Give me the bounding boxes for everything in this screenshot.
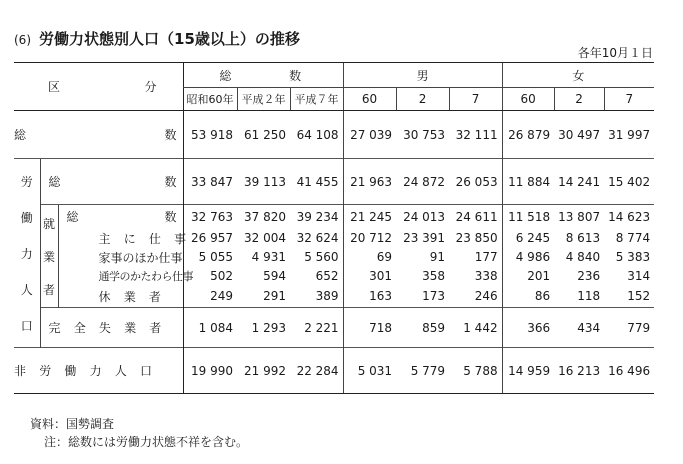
cell: 201: [502, 267, 554, 286]
section-number: (6): [14, 33, 31, 47]
table-row-school: [14, 267, 654, 286]
cell: 291: [263, 289, 287, 304]
cell: 6 245: [502, 229, 554, 248]
cell: 30 753: [403, 127, 446, 142]
cell: 5 055: [183, 248, 237, 267]
cell: 4 840: [565, 250, 601, 264]
cell: 24 872: [396, 159, 449, 205]
cell: 1 442: [449, 308, 502, 348]
year-header: 平成７年: [290, 88, 343, 111]
cell: 301: [343, 267, 396, 286]
cell: 779: [604, 308, 654, 348]
cell: 32 763: [183, 205, 237, 229]
page-title: [14, 28, 300, 49]
cell: 434: [554, 308, 604, 348]
cell: 26 879: [502, 111, 554, 159]
cell: 5 031: [343, 348, 396, 394]
cell: 366: [502, 308, 554, 348]
row-label-employed-total: 総 数: [58, 205, 183, 229]
cell: 163: [343, 286, 396, 308]
row-label-labor-force-total: 総 数: [40, 159, 183, 205]
cell: 118: [577, 289, 601, 304]
kubun-header: [14, 63, 183, 111]
labor-force-table: [14, 62, 654, 394]
title-text: 労働力状態別人口（15歳以上）の推移: [39, 30, 300, 48]
cell: 27 039: [343, 111, 396, 159]
cell: 8 613: [565, 231, 601, 245]
date-note: 各年10月１日: [577, 46, 653, 60]
table-row-unemployed: [14, 308, 654, 348]
group-header-female: 女: [502, 63, 654, 88]
cell: 5 788: [449, 348, 502, 394]
kubun-right: 分: [144, 80, 157, 94]
row-label-housework: 家事のほか仕事: [58, 248, 183, 267]
row-label-not-labor-force: 非労働力人口: [14, 348, 183, 394]
cell: 5 383: [615, 250, 651, 264]
cell: 21 245: [343, 205, 396, 229]
row-label-main-work: 主に仕事: [58, 229, 183, 248]
row-label-school: 通学のかたわら仕事: [58, 267, 183, 286]
cell: 246: [474, 289, 498, 304]
table-row-labor-force: [14, 159, 654, 205]
cell: 19 990: [183, 348, 237, 394]
kubun-left: 区: [48, 80, 61, 94]
group-header-male: 男: [343, 63, 502, 88]
cell: 24 013: [396, 205, 449, 229]
cell: 21 992: [237, 348, 290, 394]
cell: 22 284: [290, 348, 343, 394]
cell: 5 779: [396, 348, 449, 394]
cell: 5 560: [304, 250, 339, 264]
year-header: 7: [604, 88, 654, 111]
cell: 64 108: [296, 127, 339, 142]
cell: 32 004: [244, 231, 287, 245]
year-header: 昭和60年: [183, 88, 237, 111]
table-row-main-work: [14, 229, 654, 248]
cell: 14 959: [502, 348, 554, 394]
cell: 26 957: [183, 229, 237, 248]
cell: 61 250: [244, 127, 287, 142]
cell: 718: [343, 308, 396, 348]
cell: 11 884: [502, 159, 554, 205]
cell: 15 402: [604, 159, 654, 205]
year-header: 2: [554, 88, 604, 111]
cell: 26 053: [449, 159, 502, 205]
year-header: 60: [343, 88, 396, 111]
cell: 16 213: [554, 348, 604, 394]
labor-force-vertical-label: 労 働 力 人 口: [14, 159, 40, 348]
cell: 14 623: [604, 205, 654, 229]
cell: 23 391: [403, 231, 446, 245]
cell: 33 847: [183, 159, 237, 205]
cell: 31 997: [608, 127, 651, 142]
cell: 338: [474, 269, 498, 283]
table-row-absent: [14, 286, 654, 308]
group-header-total: 総 数: [183, 63, 343, 88]
cell: 86: [502, 286, 554, 308]
table-row-not-labor-force: [14, 348, 654, 394]
cell: 314: [627, 269, 651, 283]
year-header: 7: [449, 88, 502, 111]
cell: 249: [183, 286, 237, 308]
table-row-total: [14, 111, 654, 159]
cell: 502: [183, 267, 237, 286]
cell: 37 820: [237, 205, 290, 229]
cell: 8 774: [615, 231, 651, 245]
cell: 24 611: [449, 205, 502, 229]
table-row-housework: [14, 248, 654, 267]
footnote-note: 注：総数には労働力状態不祥を含む。: [44, 435, 249, 449]
cell: 173: [422, 289, 446, 304]
year-header: 2: [396, 88, 449, 111]
cell: 41 455: [290, 159, 343, 205]
cell: 1 293: [237, 308, 290, 348]
cell: 177: [474, 250, 498, 264]
year-header: 60: [502, 88, 554, 111]
cell: 594: [263, 269, 287, 283]
row-label-absent: 休業者: [58, 286, 183, 308]
row-label-total: 総 数: [14, 128, 177, 142]
cell: 11 518: [502, 205, 554, 229]
year-header: 平成２年: [237, 88, 290, 111]
cell: 4 931: [251, 250, 287, 264]
cell: 1 084: [183, 308, 237, 348]
cell: 4 986: [502, 248, 554, 267]
employed-vertical-label: 就 業 者: [40, 205, 58, 308]
cell: 389: [315, 289, 339, 304]
cell: 13 807: [554, 205, 604, 229]
cell: 39 234: [290, 205, 343, 229]
cell: 91: [429, 250, 446, 264]
cell: 39 113: [237, 159, 290, 205]
cell: 358: [422, 269, 446, 283]
cell: 652: [315, 269, 339, 283]
cell: 23 850: [455, 231, 498, 245]
cell: 32 624: [296, 231, 339, 245]
cell: 2 221: [290, 308, 343, 348]
cell: 21 963: [343, 159, 396, 205]
cell: 16 496: [604, 348, 654, 394]
cell: 32 111: [455, 127, 498, 142]
cell: 236: [577, 269, 601, 283]
footnote-source: 資料：国勢調査: [30, 417, 115, 431]
cell: 859: [396, 308, 449, 348]
row-label-unemployed: 完全失業者: [40, 308, 183, 348]
cell: 69: [343, 248, 396, 267]
cell: 20 712: [343, 229, 396, 248]
cell: 53 918: [183, 111, 237, 159]
cell: 30 497: [558, 127, 601, 142]
table-row-employed: [14, 205, 654, 229]
cell: 152: [627, 289, 651, 304]
cell: 14 241: [554, 159, 604, 205]
